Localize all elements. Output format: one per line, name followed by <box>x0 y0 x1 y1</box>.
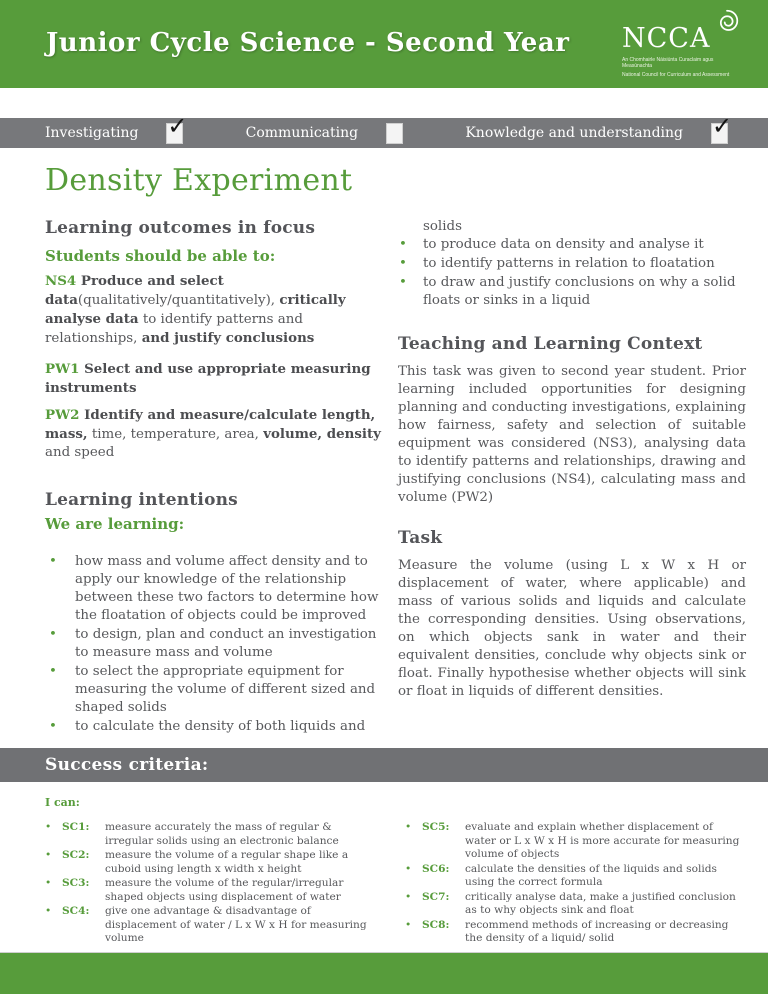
category-investigating <box>45 111 188 144</box>
checkmark-icon: ✓ <box>712 111 733 140</box>
header-banner <box>0 0 768 88</box>
bullet: • <box>45 877 52 889</box>
list-item: • to identify patterns in relation to floatation <box>398 255 746 273</box>
bullet: • <box>405 918 412 931</box>
criterion-code: SC3: <box>62 877 90 889</box>
criterion-code: SC1: <box>62 821 90 833</box>
criterion-code: SC8: <box>422 918 450 931</box>
criterion-text: measure the volume of a regular shape like a cuboid using length x width x height <box>105 849 349 875</box>
criterion-code: SC2: <box>62 849 90 861</box>
teaching-context-body: This task was given to second year student. Prior learning included opportunities for designing planning and conducting investigations, explaining how fairness, safety and selection of suitable equipment was considered (NS3), analysing data to identify patterns and relationships, drawing and justifying conclusions (NS4), calculating mass and volume (PW2) <box>398 364 746 505</box>
learning-outcomes-heading: Learning outcomes in focus <box>45 218 316 238</box>
teaching-context-heading: Teaching and Learning Context <box>398 334 703 354</box>
criterion-code: SC5: <box>422 821 450 833</box>
bullet: • <box>45 905 52 917</box>
list-item: • to calculate the density of both liquids and <box>45 718 385 736</box>
list-item: • to draw and justify conclusions on why a solid floats or sinks in a liquid <box>398 274 746 310</box>
ncca-logo-text: NCCA <box>622 23 711 54</box>
footer-banner <box>0 952 768 994</box>
students-able-subheading: Students should be able to: <box>45 247 276 265</box>
bullet: • <box>45 821 52 833</box>
criterion-text: measure accurately the mass of regular & irregular solids using an electronic balance <box>105 821 339 847</box>
list-item: • to select the appropriate equipment for measuring the volume of different sized and shaped solids <box>45 663 385 717</box>
i-can-label: I can: <box>45 796 80 809</box>
success-criteria-bar <box>0 748 768 782</box>
criterion-sc5 <box>405 821 743 862</box>
success-criteria-right-column <box>405 821 743 947</box>
skill-category-bar <box>0 111 768 148</box>
category-label: Investigating <box>45 125 139 141</box>
criterion-text: calculate the densities of the liquids and solids using the correct formula <box>465 862 717 888</box>
page-title: Density Experiment <box>45 163 353 198</box>
criterion-text: give one advantage & disadvantage of displacement of water / L x W x H for measuring volume <box>105 905 367 944</box>
category-knowledge <box>465 111 733 144</box>
checkmark-icon: ✓ <box>167 111 188 140</box>
learning-intentions-list <box>45 553 385 736</box>
category-label: Communicating <box>245 125 359 141</box>
checkbox-knowledge[interactable] <box>711 111 733 144</box>
document-title: Junior Cycle Science - Second Year <box>46 28 570 58</box>
bullet: • <box>45 849 52 861</box>
right-column <box>398 218 746 713</box>
bullet: • <box>405 821 412 833</box>
criterion-sc8 <box>405 919 743 946</box>
outcome-ns4: NS4 Produce and select data(qualitatively/quantitatively), critically analyse data to identify patterns and relationships, and justify conclusions <box>45 273 346 346</box>
outcome-pw2: PW2 Identify and measure/calculate length, mass, time, temperature, area, volume, density and speed <box>45 407 381 460</box>
criterion-sc4 <box>45 905 383 946</box>
ncca-subtext-irish: An Chomhairle Náisiúnta Curaclaim agus Measúnachta <box>622 57 714 69</box>
criterion-text: recommend methods of increasing or decreasing the density of a liquid/ solid <box>465 918 729 944</box>
learning-intentions-heading: Learning intentions <box>45 490 238 510</box>
list-item: • how mass and volume affect density and to apply our knowledge of the relationship between these two factors to determine how the floatation of objects could be improved <box>45 553 385 625</box>
criterion-sc2 <box>45 849 383 876</box>
criterion-sc3 <box>45 877 383 904</box>
criterion-text: critically analyse data, make a justified conclusion as to why objects sink and float <box>465 890 736 916</box>
bullet: • <box>405 890 412 903</box>
criterion-sc6 <box>405 863 743 890</box>
success-criteria-left-column <box>45 821 383 947</box>
criterion-text: evaluate and explain whether displacement of water or L x W x H is more accurate for measuring volume of objects <box>465 821 740 860</box>
category-label: Knowledge and understanding <box>465 125 683 141</box>
ncca-logo <box>622 8 742 78</box>
category-communicating <box>246 123 403 144</box>
success-criteria-heading: Success criteria: <box>45 755 209 775</box>
ncca-subtext-english: National Council for Curriculum and Assessment <box>622 72 730 78</box>
left-column <box>45 163 385 737</box>
success-criteria-section <box>45 796 745 947</box>
bullet: • <box>405 862 412 875</box>
criterion-code: SC7: <box>422 890 450 903</box>
criterion-code: SC4: <box>62 905 90 917</box>
task-heading: Task <box>398 528 443 548</box>
learning-intentions-list-continued <box>398 236 746 310</box>
checkbox-communicating[interactable] <box>386 123 403 144</box>
criterion-text: measure the volume of the regular/irregular shaped objects using displacement of water <box>105 877 344 903</box>
list-item: • to design, plan and conduct an investigation to measure mass and volume <box>45 626 385 662</box>
list-continuation: solids <box>423 219 462 234</box>
criterion-code: SC6: <box>422 862 450 875</box>
checkbox-investigating[interactable] <box>166 111 188 144</box>
criterion-sc1 <box>45 821 383 848</box>
we-are-learning-subheading: We are learning: <box>45 515 185 533</box>
list-item: • to produce data on density and analyse it <box>398 236 746 254</box>
outcome-pw1: PW1 Select and use appropriate measuring instruments <box>45 361 371 396</box>
task-body: Measure the volume (using L x W x H or displacement of water, where applicable) and mass of various solids and liquids and calculate the corresponding densities. Using observations, on which objects sank in water and their equivalent densities, conclude why objects sink or float. Finally hypothesise whether objects will sink or float in liquids of different densities. <box>398 558 746 699</box>
ncca-swirl-icon <box>714 8 740 34</box>
criterion-sc7 <box>405 891 743 918</box>
